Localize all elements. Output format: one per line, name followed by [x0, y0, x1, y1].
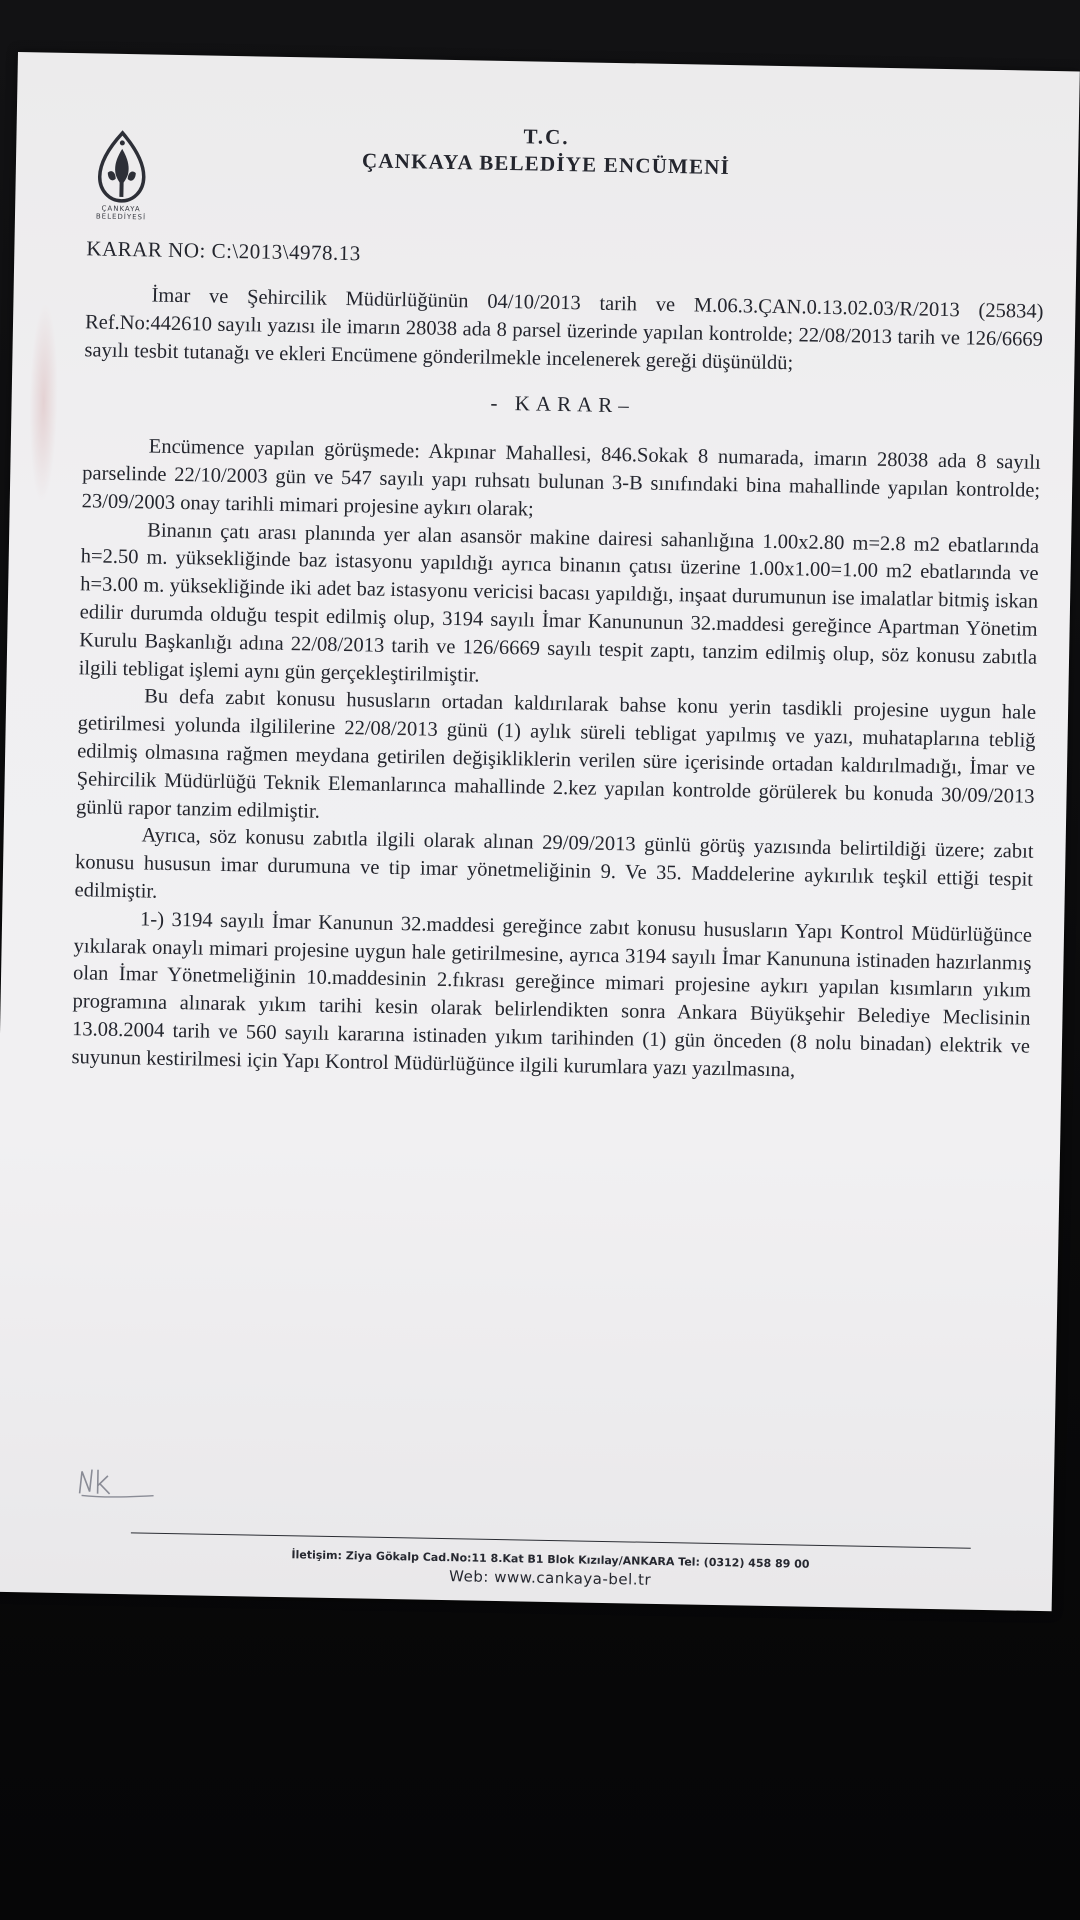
header-organization: ÇANKAYA BELEDİYE ENCÜMENİ — [361, 148, 731, 180]
logo-text-line2: BELEDİYESİ — [95, 212, 147, 222]
body-paragraph: Bu defa zabıt konusu hususların ortadan kaldırılarak bahse konu yerin tasdikli projesine uygun hale getirilmesi yolunda ilgililerine 22/08/2013 günü (1) aylık süreli tebligat yapılmış ve yazı, muhataplarına tebliğ edilmiş olmasına rağmen meydana getirilen değişikliklerin verilen süre içerisinde ortadan kaldırılmadığı, İmar ve Şehircilik Müdürlüğü Teknik Elemanlarınca mahallinde 2.kez yapılan kontrolde görülerek bu konuda 30/09/2013 günlü rapor tanzim edilmiştir. — [75, 685, 1037, 823]
intro-paragraph: İmar ve Şehircilik Müdürlüğünün 04/10/2013 tarih ve M.06.3.ÇAN.0.13.02.03/R/2013 (25834) Ref.No:442610 sayılı yazısı ile imarın 28038 ada 8 parsel üzerinde yapılan kontrolde; 22/08/2013 tarih ve 126/6669 sayılı tesbit tutanağı ve ekleri Encümene gönderilmekle incelenerek gereği düşünüldü; — [84, 284, 1044, 374]
body-paragraph: Ayrıca, söz konusu zabıtla ilgili olarak alınan 29/09/2013 günlü görüş yazısında belirtildiği üzere; zabıt konusu hususun imar durumuna ve tip imar yönetmeliğinin 9. Ve 35. Maddelerine aykırılık teşkil ettiği tespit edilmiştir. — [74, 824, 1034, 903]
footer-web: Web: www.cankaya-bel.tr — [448, 1567, 652, 1589]
body-paragraph: 1-) 3194 sayılı İmar Kanunun 32.maddesi gereğince zabıt konusu hususların Yapı Kontrol Müdürlüğünce yıkılarak onaylı mimari projesine uygun hale getirilmesine, ayrıca 3194 sayılı İmar Kanununa istinaden hazırlanmış olan İmar Yönetmeliğinin 10.maddesinin 2.fıkrası gereğince mimari projesine aykırı yapılan kısımların yıkım programına alınarak yıkım tarihi kesin olarak belirlendikten sonra Ankara Büyükşehir Belediye Meclisinin 13.08.2004 tarih ve 560 sayılı kararına istinaden yıkım tarihinden (1) gün önceden (8 nolu binadan) elektrik ve suyunun kestirilmesi için Yapı Kontrol Müdürlüğünce ilgili kurumlara yazı yazılmasına, — [71, 908, 1033, 1082]
header-tc: T.C. — [523, 124, 570, 150]
body-paragraph: Binanın çatı arası planında yer alan asansör makine dairesi sahanlığına 1.00x2.80 m=2.8 m2 ebatlarında h=2.50 m. yüksekliğinde baz istasyonu yapıldığı ayrıca binanın çatısı üzerine 1.00x1.00=1.00 m2 ebatlarında ve h=3.00 m. yüksekliğinde iki adet baz istasyonu vericisi bacası yapıldığı, inşaat durumunun ise imalatlar bitmiş iskan edilir durumda olduğu tespit edilmiş olup, 3194 sayılı İmar Kanununun 32.maddesi gereğince Apartman Yönetim Kurulu Başkanlığı adına 22/08/2013 tarih ve 126/6669 sayılı tespit zaptı, tanzim edilmiş olup, söz konusu zabıtla ilgili tebligat işlemi aynı gün gerçekleştirilmiştir. — [78, 519, 1040, 687]
decision-number: KARAR NO: C:\2013\4978.13 — [86, 236, 362, 266]
document-footer — [130, 1544, 971, 1595]
decision-title: - KARAR– — [490, 391, 635, 418]
handwritten-signature — [71, 1463, 162, 1505]
document-body — [71, 281, 1043, 1089]
logo-text-line1: ÇANKAYA — [101, 204, 141, 214]
footer-contact: İletişim: Ziya Gökalp Cad.No:11 8.Kat B1 Blok Kızılay/ANKARA Tel: (0312) 458 89 00 — [291, 1548, 810, 1571]
document-page — [0, 52, 1080, 1611]
municipality-logo — [85, 128, 159, 229]
signature-icon — [71, 1463, 162, 1505]
body-paragraph: Encümence yapılan görüşmede: Akpınar Mahallesi, 846.Sokak 8 numarada, imarın 28038 ada 8 sayılı parselinde 22/10/2003 gün ve 547 sayılı yapı ruhsatı bulunan 3-B sınıfındaki bina mahallinde yapılan kontrolde; 23/09/2003 onay tarihli mimari projesine aykırı olarak; — [81, 435, 1041, 521]
stain-mark — [28, 302, 60, 502]
document-header — [266, 119, 827, 183]
cankaya-belediyesi-logo-icon — [85, 128, 158, 207]
logo-caption — [85, 204, 157, 221]
